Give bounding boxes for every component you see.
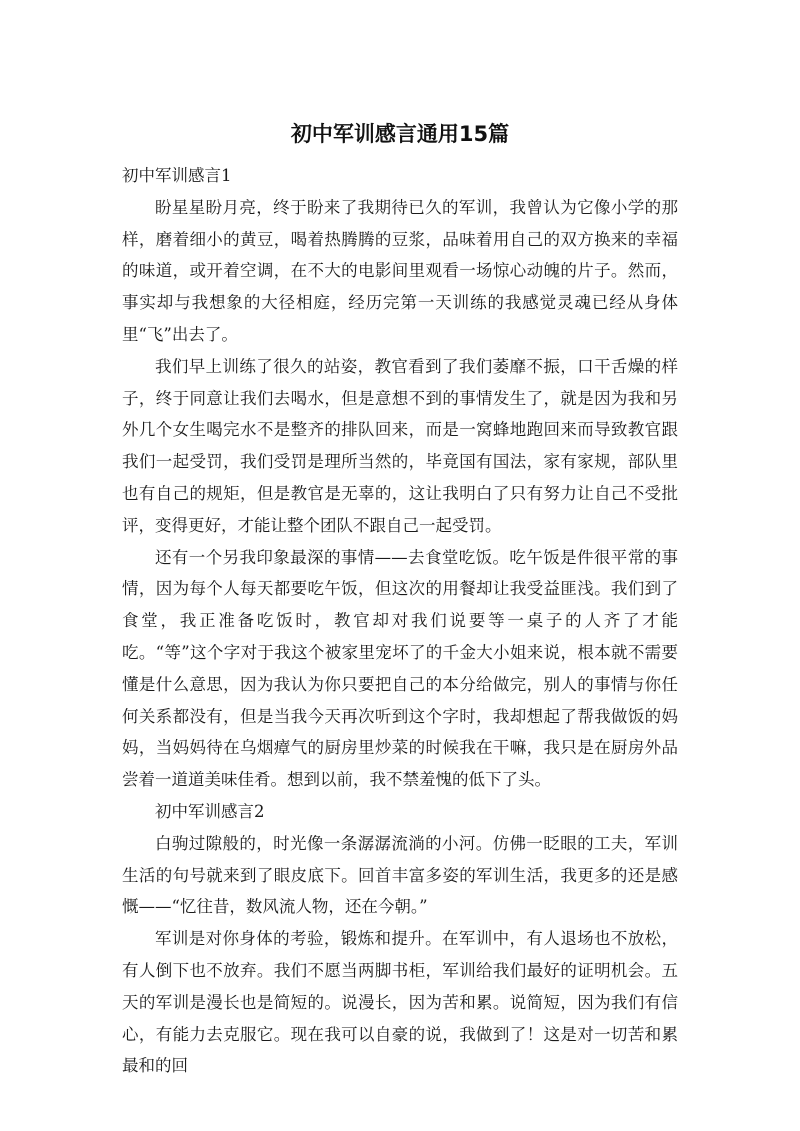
section-heading: 初中军训感言2 bbox=[155, 801, 265, 821]
paragraph: 我们早上训练了很久的站姿，教官看到了我们萎靡不振，口干舌燥的样子，终于同意让我们去喝水，但是意想不到的事情发生了，就是因为我和另外几个女生喝完水不是整齐的排队回来，而是一窝蜂地跑回来而导致教官跟我们一起受罚，我们受罚是理所当然的，毕竟国有国法，家有家规，部队里也有自己的规矩，但是教官是无辜的，这让我明白了只有努力让自己不受批评，变得更好，才能让整个团队不跟自己一起受罚。 bbox=[122, 356, 678, 535]
paragraph: 军训是对你身体的考验，锻炼和提升。在军训中，有人退场也不放松，有人倒下也不放弃。我们不愿当两脚书柜，军训给我们最好的证明机会。五天的军训是漫长也是简短的。说漫长，因为苦和累。说简短，因为我们有信心，有能力去克服它。现在我可以自豪的说，我做到了！这是对一切苦和累最和的回 bbox=[122, 929, 678, 1076]
paragraph: 盼星星盼月亮，终于盼来了我期待已久的军训，我曾认为它像小学的那样，磨着细小的黄豆，喝着热腾腾的豆浆，品味着用自己的双方换来的幸福的味道，或开着空调，在不大的电影间里观看一场惊心动魄的片子。然而，事实却与我想象的大径相庭，经历完第一天训练的我感觉灵魂已经从身体里“飞”出去了。 bbox=[122, 197, 678, 344]
section-heading: 初中军训感言1 bbox=[122, 166, 232, 185]
paragraph: 还有一个另我印象最深的事情——去食堂吃饭。吃午饭是件很平常的事情，因为每个人每天都要吃午饭，但这次的用餐却让我受益匪浅。我们到了食堂，我正准备吃饭时，教官却对我们说要等一桌子的人齐了才能吃。“等”这个字对于我这个被家里宠坏了的千金大小姐来说，根本就不需要懂是什么意思，因为我认为你只要把自己的本分给做完，别人的事情与你任何关系都没有，但是当我今天再次听到这个字时，我却想起了帮我做饭的妈妈，当妈妈待在乌烟瘴气的厨房里炒菜的时候我在干嘛，我只是在厨房外品尝着一道道美味佳肴。想到以前，我不禁羞愧的低下了头。 bbox=[122, 547, 678, 790]
paragraph: 白驹过隙般的，时光像一条潺潺流淌的小河。仿佛一眨眼的工夫，军训生活的句号就来到了眼皮底下。回首丰富多姿的军训生活，我更多的还是感慨——“忆往昔，数风流人物，还在今朝。” bbox=[122, 833, 678, 917]
document-title: 初中军训感言通用15篇 bbox=[290, 122, 510, 146]
document-body bbox=[122, 160, 678, 1082]
